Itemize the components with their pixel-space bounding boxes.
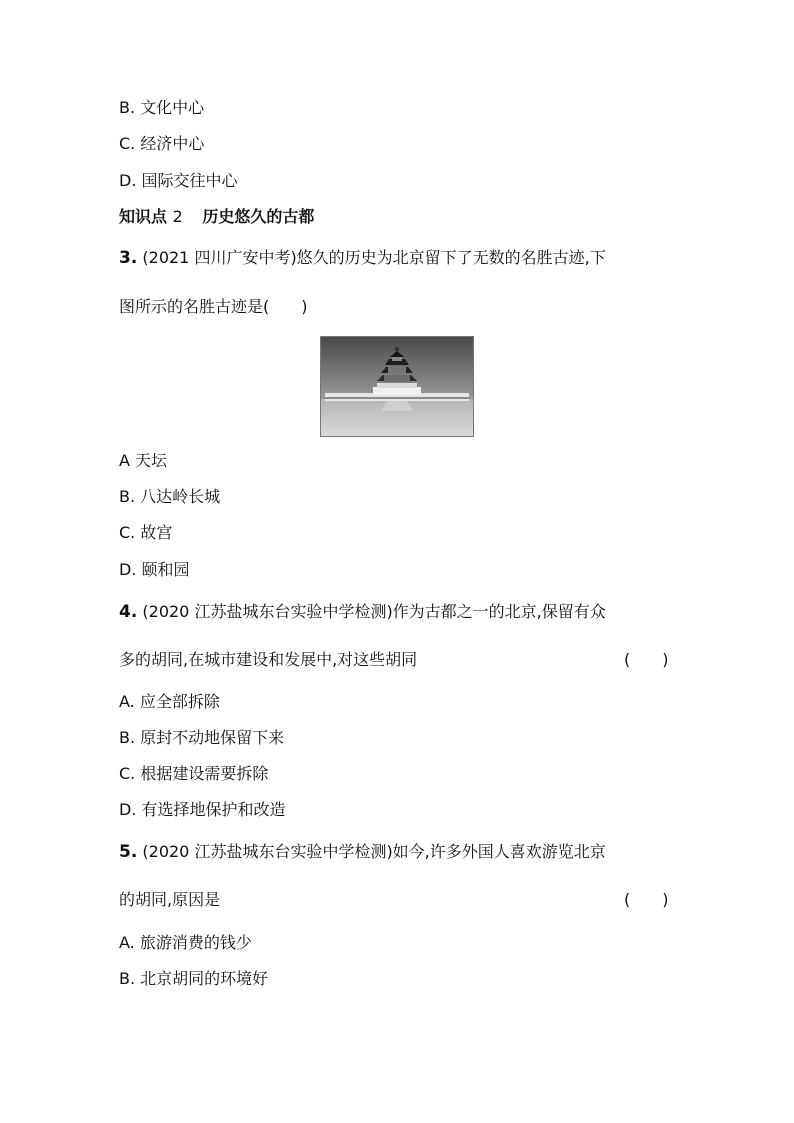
option-a: A. 旅游消费的钱少 (119, 933, 252, 952)
option-c: C. 经济中心 (119, 134, 205, 153)
section-heading (119, 207, 314, 227)
question-5-stem-line1 (119, 842, 606, 862)
option-c: C. 故宫 (119, 523, 173, 542)
question-number: 4. (119, 602, 138, 622)
question-text: (2021 四川广安中考)悠久的历史为北京留下了无数的名胜古迹,下 (142, 248, 606, 267)
question-5-stem-line2: 的胡同,原因是 (119, 890, 221, 909)
option-a: A. 应全部拆除 (119, 692, 220, 711)
option-b: B. 原封不动地保留下来 (119, 728, 285, 747)
question-3-stem-line2: 图所示的名胜古迹是( ) (119, 297, 308, 316)
option-d: D. 颐和园 (119, 560, 190, 579)
section-title: 历史悠久的古都 (202, 207, 315, 226)
question-number: 5. (119, 842, 138, 862)
question-4-stem-line1 (119, 602, 606, 622)
answer-blank: ( ) (624, 890, 669, 909)
answer-blank: ( ) (624, 650, 669, 669)
option-b: B. 文化中心 (119, 98, 205, 117)
section-number: 2 (172, 207, 183, 226)
option-c: C. 根据建设需要拆除 (119, 764, 269, 783)
option-b: B. 八达岭长城 (119, 487, 221, 506)
option-d: D. 有选择地保护和改造 (119, 800, 286, 819)
question-number: 3. (119, 248, 138, 268)
temple-of-heaven-illustration (321, 337, 473, 436)
question-text: (2020 江苏盐城东台实验中学检测)作为古都之一的北京,保留有众 (142, 602, 606, 621)
section-label: 知识点 (119, 207, 168, 226)
question-text: (2020 江苏盐城东台实验中学检测)如今,许多外国人喜欢游览北京 (142, 842, 606, 861)
temple-of-heaven-photo (320, 336, 474, 437)
option-d: D. 国际交往中心 (119, 171, 238, 190)
question-4-stem-line2: 多的胡同,在城市建设和发展中,对这些胡同 (119, 650, 418, 669)
option-a: A 天坛 (119, 451, 168, 470)
option-b: B. 北京胡同的环境好 (119, 969, 269, 988)
question-3-stem-line1 (119, 248, 606, 268)
